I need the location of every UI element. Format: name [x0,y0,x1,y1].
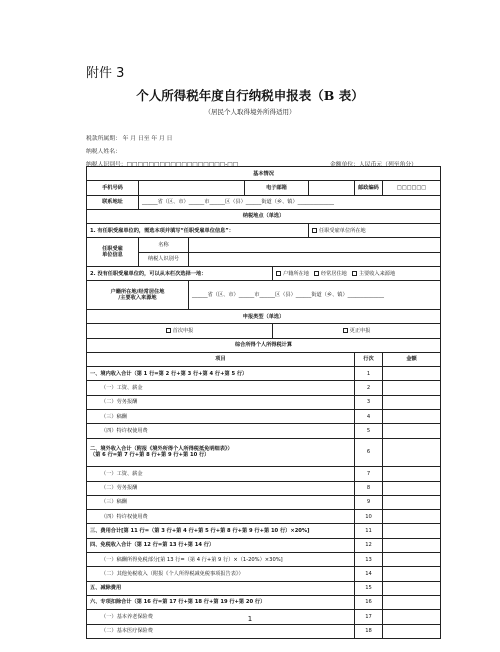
row-item-text: （三）稿酬 [101,413,127,420]
amount-field[interactable] [383,410,441,424]
row-item-text: （一）工资、薪金 [101,470,143,477]
row-item-text: （一）稿酬所得免税部分[第 13 行=（第 4 行+第 9 行）×（1-20%）×30%] [101,556,283,563]
taxpayer-id-field: 纳税人识别号：□□□□□□□□□□□□□□□□□□-□□ [86,162,239,168]
amount-field[interactable] [383,524,441,538]
checkbox-icon[interactable] [314,271,319,276]
row-number: 14 [355,567,383,581]
row-number: 13 [355,553,383,567]
row-number: 9 [355,495,383,509]
row-number: 8 [355,481,383,495]
row-item-text: （二）劳务报酬 [101,485,138,492]
row-item-label [87,538,355,552]
row-number: 6 [355,438,383,467]
declare-correction[interactable] [273,324,441,338]
row-item-label [87,553,355,567]
row-number: 7 [355,467,383,481]
table-row [87,410,441,424]
row-item-text: 一、境内收入合计（第 1 行=第 2 行+第 3 行+第 4 行+第 5 行） [90,370,248,377]
option-correction: 更正申报 [349,327,371,334]
amount-field[interactable] [383,367,441,381]
row-number: 1 [355,367,383,381]
row-item-label [87,581,355,595]
amount-field[interactable] [383,581,441,595]
employer-id-field[interactable] [189,252,441,266]
page-number: 1 [247,615,253,623]
checkbox-icon[interactable] [166,328,171,333]
tax-period: 税款所属期： 年 月 日至 年 月 日 [86,136,173,142]
tax-place-q2-options[interactable] [273,267,441,281]
row-number: 2 [355,381,383,395]
row-number: 16 [355,595,383,609]
employer-label-line1: 任职受雇 [102,246,123,253]
table-row [87,581,441,595]
row-item-label [87,467,355,481]
table-row [87,481,441,495]
amount-field[interactable] [383,624,441,638]
table-row [87,595,441,609]
table-row [87,395,441,409]
row-item-label [87,395,355,409]
hukou-label [87,281,189,310]
form-title: 个人所得税年度自行纳税申报表（B 表） [136,88,364,103]
phone-field[interactable] [139,181,245,195]
row-number: 11 [355,524,383,538]
row-item-label [87,381,355,395]
checkbox-icon[interactable] [343,328,348,333]
col-row-header: 行次 [355,352,383,366]
row-number: 17 [355,610,383,624]
postcode-field[interactable]: □□□□□□ [383,181,441,195]
row-item-text: 五、减除费用 [90,585,122,592]
phone-label: 手机号码 [87,181,139,195]
row-item-text: （二）基本医疗保险费 [101,628,153,635]
amount-field[interactable] [383,567,441,581]
hukou-label-line1: 户籍所在地/经常居住地 [110,288,165,295]
row-item-text: 四、免税收入合计（第 12 行=第 13 行+第 14 行） [90,542,215,549]
option-income-source: 主要收入来源地 [358,270,396,277]
taxpayer-name-label: 纳税人姓名： [86,149,121,155]
table-row [87,438,441,467]
row-number: 3 [355,395,383,409]
col-amount-header: 金额 [383,352,441,366]
tax-place-q1: 1. 有任职受雇单位的，需选本项并填写“任职受雇单位信息”： [87,224,309,238]
row-item-label [87,438,355,467]
attachment-label: 附件 3 [86,66,125,81]
table-row [87,467,441,481]
amount-field[interactable] [383,495,441,509]
declaration-table [86,166,441,639]
row-item-text: 二、境外收入合计（附报《境外所得个人所得税抵免明细表》） [90,446,233,453]
amount-field[interactable] [383,481,441,495]
amount-field[interactable] [383,538,441,552]
option-residence: 经常居住地 [320,270,347,277]
employer-label-line2: 单位信息 [102,252,123,259]
row-item-text: 三、费用合计[第 11 行=（第 3 行+第 4 行+第 5 行+第 8 行+第 9 行+第 10 行）×20%] [90,527,310,534]
row-number: 12 [355,538,383,552]
option-first: 首次申报 [172,327,194,334]
table-row [87,381,441,395]
form-subtitle: （居民个人取得境外所得适用） [204,108,296,116]
row-item-label [87,481,355,495]
row-item-text: （三）稿酬 [101,499,127,506]
section-tax-place: 纳税地点（单选） [87,209,441,223]
checkbox-icon[interactable] [352,271,357,276]
email-field[interactable] [309,181,355,195]
row-item-label [87,624,355,638]
checkbox-icon[interactable] [276,271,281,276]
amount-field[interactable] [383,467,441,481]
hukou-address-field[interactable]: ______省（区、市）______市______区（县）______街道（乡、镇）______________ [189,281,441,310]
table-row [87,553,441,567]
employer-id-label: 纳税人识别号 [139,252,189,266]
table-row [87,624,441,638]
amount-unit: 金额单位：人民币元（列至角分） [330,162,417,168]
checkbox-icon[interactable] [312,228,317,233]
row-item-text: （四）特许权使用费 [101,427,148,434]
row-item-label [87,495,355,509]
col-item-header: 项目 [87,352,355,366]
amount-field[interactable] [383,424,441,438]
row-number: 10 [355,510,383,524]
row-item-text: （四）特许权使用费 [101,513,148,520]
table-row [87,567,441,581]
row-item-label [87,424,355,438]
declare-first[interactable] [87,324,273,338]
section-calc: 综合所得个人所得税计算 [87,338,441,352]
row-number: 5 [355,424,383,438]
option-label: 任职受雇单位所在地 [319,227,366,234]
row-number: 15 [355,581,383,595]
email-label: 电子邮箱 [245,181,309,195]
table-row [87,524,441,538]
employer-info-label [87,238,139,267]
amount-field[interactable] [383,381,441,395]
employer-name-field[interactable] [189,238,441,252]
tax-place-q2: 2. 没有任职受雇单位的，可以从本栏次选择一地： [87,267,273,281]
row-item-label [87,567,355,581]
row-item-text-line2: （第 6 行=第 7 行+第 8 行+第 9 行+第 10 行） [90,452,210,459]
row-item-label [87,367,355,381]
table-row [87,367,441,381]
row-item-text: 六、专项扣除合计（第 16 行=第 17 行+第 18 行+第 19 行+第 20 行） [90,599,266,606]
amount-field[interactable] [383,438,441,467]
row-item-text: （二）其他免税收入（附报《个人所得税减免税事项报告表》） [101,570,244,577]
hukou-label-line2: /主要收入来源地 [118,295,157,302]
tax-place-q1-option[interactable] [309,224,441,238]
row-number: 18 [355,624,383,638]
row-item-text: （一）基本养老保险费 [101,613,153,620]
address-field[interactable]: ______省（区、市）______市______区（县）______街道（乡、镇）______________ [139,195,441,209]
amount-field[interactable] [383,553,441,567]
row-item-text: （二）劳务报酬 [101,399,138,406]
row-number: 4 [355,410,383,424]
table-row [87,510,441,524]
amount-field[interactable] [383,395,441,409]
postcode-label: 邮政编码 [355,181,383,195]
row-item-text: （一）工资、薪金 [101,385,143,391]
row-item-label [87,510,355,524]
table-row [87,538,441,552]
option-hukou: 户籍所在地 [283,270,309,277]
table-row [87,495,441,509]
address-label: 联系地址 [87,195,139,209]
section-basic: 基本情况 [87,167,441,181]
row-item-label [87,595,355,609]
amount-field[interactable] [383,510,441,524]
employer-name-label: 名称 [139,238,189,252]
amount-field[interactable] [383,595,441,609]
table-row [87,424,441,438]
section-declare-type: 申报类型（单选） [87,309,441,323]
row-item-label [87,410,355,424]
row-item-label [87,524,355,538]
